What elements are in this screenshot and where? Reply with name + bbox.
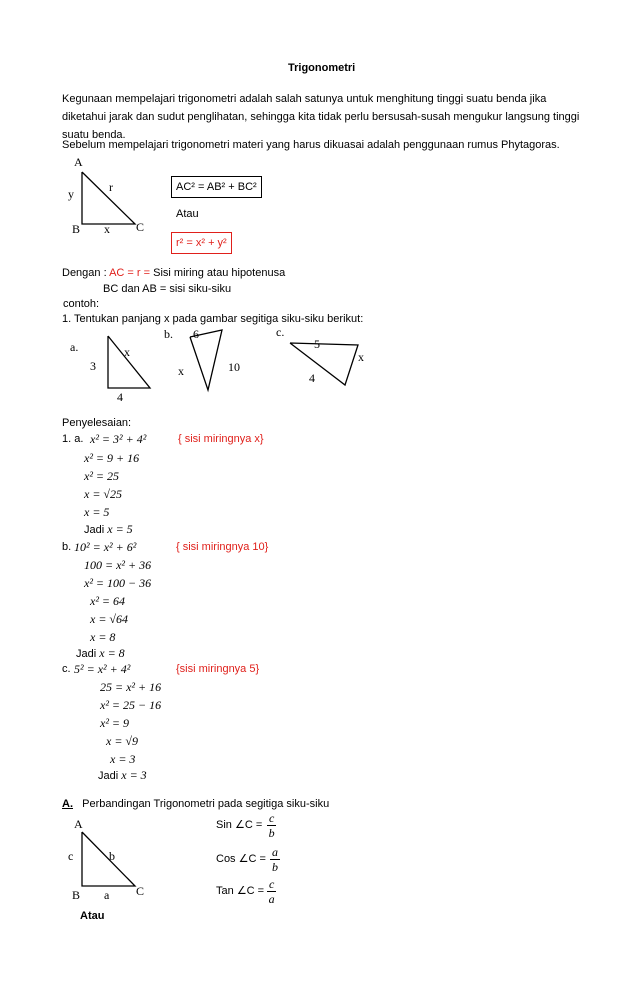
sol-b-line: x = 8	[90, 630, 116, 644]
sol-c-line: 5² = x² + 4²	[74, 662, 131, 676]
triangle-b-side-10: 10	[228, 360, 240, 374]
sol-a-result: x = 5	[107, 522, 133, 536]
sol-c-line: x = √9	[106, 734, 139, 748]
sol-c-prefix: c.	[62, 663, 71, 675]
intro-paragraph: Kegunaan mempelajari trigonometri adalah salah satunya untuk menghitung tinggi suatu benda jika diketahui jarak dan sudut penglihatan, sehingga kita tidak perlu bersusah-susah mengukur langsung tinggi suatu benda.	[62, 93, 580, 141]
sol-b-line: 10² = x² + 6²	[74, 540, 137, 554]
ratio-cos	[216, 852, 266, 865]
fraction-numerator: c	[269, 877, 275, 891]
sol-b-line: x² = 100 − 36	[84, 576, 152, 590]
sol-a-line: x = 5	[84, 505, 110, 519]
tan-fraction	[267, 877, 276, 906]
sol-b-line: x² = 64	[90, 594, 126, 608]
ratio-sin	[216, 818, 262, 831]
question-text: 1. Tentukan panjang x pada gambar segitiga siku-siku berikut:	[62, 313, 364, 325]
ratio-angle: ∠C =	[236, 885, 265, 897]
contoh-label: contoh:	[63, 298, 100, 310]
penyelesaian-heading: Penyelesaian:	[62, 417, 132, 429]
fraction-numerator: c	[269, 811, 275, 825]
triangle-c-side-5: 5	[314, 337, 320, 351]
triangle-a-side-4: 4	[117, 390, 123, 404]
sol-c-line: x = 3	[110, 752, 136, 766]
triangle-a-label: a.	[70, 340, 79, 354]
triangle-c-label: c.	[276, 325, 285, 339]
fig2-side-a: a	[104, 888, 110, 902]
sol-c-result: x = 3	[121, 768, 147, 782]
pythagoras-formula-box: AC² = AB² + BC²	[171, 176, 262, 198]
ratio-name: Cos	[216, 853, 236, 865]
vertex-b-label: B	[72, 222, 81, 236]
sol-b-result: x = 8	[99, 646, 125, 660]
jadi-label: Jadi	[84, 524, 105, 536]
sol-a-line: x² = 3² + 4²	[90, 432, 147, 446]
dengan-line-2: BC dan AB = sisi siku-siku	[103, 283, 232, 295]
atau-label-2: Atau	[80, 910, 105, 922]
sol-c-note: {sisi miringnya 5}	[176, 663, 260, 675]
sol-c-line: 25 = x² + 16	[100, 680, 162, 694]
dengan-label: Dengan :	[62, 267, 110, 279]
intro-paragraph-2: Sebelum mempelajari trigonometri materi yang harus dikuasai adalah penggunaan rumus Phytagoras.	[62, 139, 560, 151]
fraction-denominator: b	[268, 826, 275, 840]
fig2-vertex-a: A	[74, 817, 83, 831]
fig2-side-c: c	[68, 849, 74, 863]
fraction-numerator: a	[272, 845, 278, 859]
sol-b-line: x = √64	[90, 612, 129, 626]
triangle-b-side-6: 6	[193, 327, 199, 341]
sol-c-line: x² = 25 − 16	[100, 698, 162, 712]
fig2-side-b: b	[109, 849, 115, 863]
jadi-label: Jadi	[98, 770, 119, 782]
sin-fraction	[267, 811, 276, 840]
triangle-b-label: b.	[164, 327, 173, 341]
section-a-letter: A.	[62, 798, 73, 810]
ratio-name: Tan	[216, 885, 234, 897]
sol-a-prefix: 1. a.	[62, 433, 84, 445]
dengan-rest-text: Sisi miring atau hipotenusa	[153, 267, 286, 279]
side-r-label: r	[109, 180, 113, 194]
cos-fraction	[270, 845, 280, 874]
jadi-label: Jadi	[76, 648, 97, 660]
triangle-c-side-4: 4	[309, 371, 315, 385]
page-title: Trigonometri	[288, 62, 356, 74]
fraction-denominator: a	[268, 892, 275, 906]
section-a-title: Perbandingan Trigonometri pada segitiga siku-siku	[82, 798, 330, 810]
side-y-label: y	[68, 187, 74, 201]
ratio-angle: ∠C =	[238, 853, 266, 865]
triangle-b-side-x: x	[178, 364, 184, 378]
sol-a-note: { sisi miringnya x}	[178, 433, 264, 445]
triangle-a-side-x: x	[124, 345, 130, 359]
sol-b-line: 100 = x² + 36	[84, 558, 152, 572]
fig2-vertex-b: B	[72, 888, 81, 902]
triangle-a-side-3: 3	[90, 359, 96, 373]
sol-a-line: x = √25	[84, 487, 123, 501]
dengan-red-text: AC = r =	[109, 267, 154, 279]
fig2-vertex-c: C	[136, 884, 145, 898]
sol-a-line: x² = 9 + 16	[84, 451, 140, 465]
ratio-name: Sin	[216, 819, 232, 831]
side-x-label: x	[104, 222, 110, 236]
ratio-tan	[216, 884, 264, 897]
sol-b-prefix: b.	[62, 541, 72, 553]
atau-label: Atau	[176, 208, 199, 220]
sol-b-note: { sisi miringnya 10}	[176, 541, 269, 553]
vertex-c-label: C	[136, 220, 145, 234]
triangle-c-side-x: x	[358, 350, 364, 364]
pythagoras-formula-box-2: r² = x² + y²	[171, 232, 232, 254]
ratio-angle: ∠C =	[234, 819, 263, 831]
fraction-denominator: b	[272, 860, 278, 874]
sol-c-line: x² = 9	[100, 716, 130, 730]
vertex-a-label: A	[74, 155, 83, 169]
sol-a-line: x² = 25	[84, 469, 120, 483]
